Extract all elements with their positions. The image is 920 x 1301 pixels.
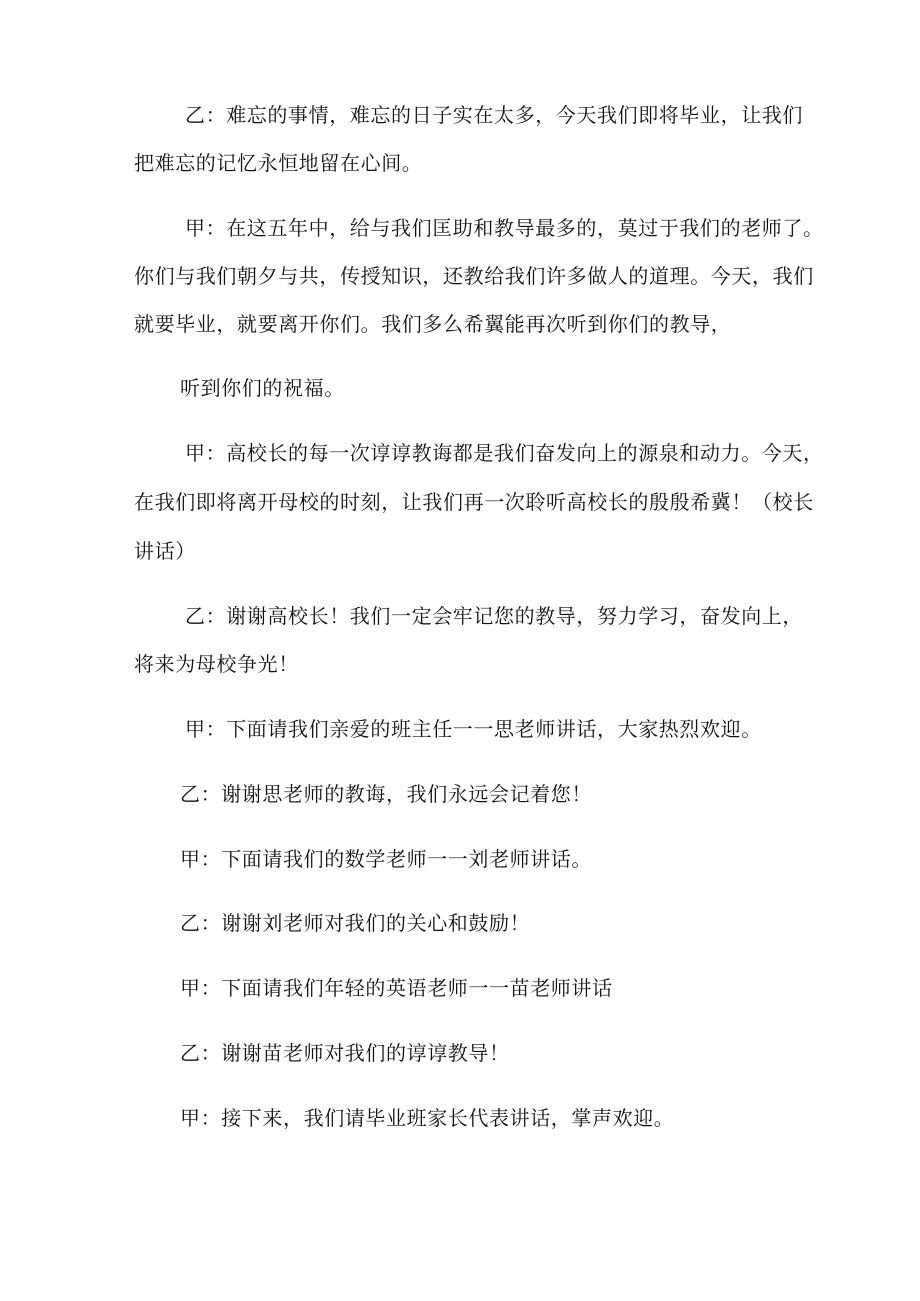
text-line: 在我们即将离开母校的时刻，让我们再一次聆听高校长的殷殷希冀！（校长 <box>134 490 814 514</box>
text-line: 你们与我们朝夕与共，传授知识，还教给我们许多做人的道理。今天，我们 <box>134 264 814 288</box>
text-line: 甲：在这五年中，给与我们匡助和教导最多的，莫过于我们的老师了。 <box>185 216 824 240</box>
text-line: 讲话） <box>134 539 196 563</box>
text-line: 甲：下面请我们年轻的英语老师一一苗老师讲话 <box>180 976 613 1000</box>
text-line: 将来为母校争光！ <box>134 652 299 676</box>
text-line: 甲：接下来，我们请毕业班家长代表讲话，掌声欢迎。 <box>180 1106 675 1130</box>
text-line: 乙：谢谢高校长！我们一定会牢记您的教导，努力学习，奋发向上， <box>185 604 803 628</box>
text-line: 乙：谢谢思老师的教诲，我们永远会记着您！ <box>180 782 592 806</box>
text-line: 甲：下面请我们亲爱的班主任一一思老师讲话，大家热烈欢迎。 <box>185 717 762 741</box>
text-line: 就要毕业，就要离开你们。我们多么希翼能再次听到你们的教导， <box>134 312 732 336</box>
text-line: 乙：难忘的事情，难忘的日子实在太多，今天我们即将毕业，让我们 <box>185 103 803 127</box>
text-line: 乙：谢谢刘老师对我们的关心和鼓励！ <box>180 911 531 935</box>
text-line: 甲：下面请我们的数学老师一一刘老师讲话。 <box>180 847 592 871</box>
text-line: 甲：高校长的每一次谆谆教诲都是我们奋发向上的源泉和动力。今天， <box>185 441 824 465</box>
text-line: 听到你们的祝福。 <box>180 376 345 400</box>
text-line: 乙：谢谢苗老师对我们的谆谆教导！ <box>180 1041 510 1065</box>
text-line: 把难忘的记忆永恒地留在心间。 <box>134 151 423 175</box>
